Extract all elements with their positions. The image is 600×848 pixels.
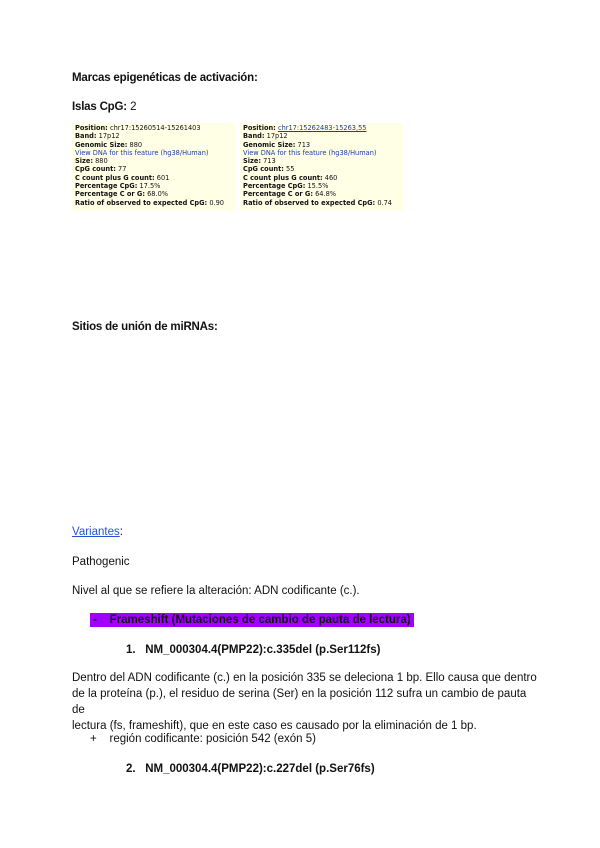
heading-islas-cpg bbox=[72, 101, 137, 113]
pct-cg-value: 64.8% bbox=[315, 190, 337, 199]
desc-line: de la proteína (p.), el residuo de serina (Ser) en la posición 112 sufra un cambio de pauta de bbox=[72, 688, 527, 716]
cg-count-value: 601 bbox=[156, 173, 170, 182]
band-value: 17p12 bbox=[98, 132, 120, 141]
ratio-label: Ratio of observed to expected CpG: bbox=[243, 198, 376, 207]
cpg-count-value: 55 bbox=[286, 165, 295, 174]
cpg-island-card-1 bbox=[72, 123, 235, 211]
cpg-count-label: CpG count: bbox=[75, 165, 116, 174]
heading-marcas-epigeneticas: Marcas epigenéticas de activación: bbox=[72, 72, 258, 84]
view-dna-link[interactable]: View DNA for this feature (hg38/Human) bbox=[243, 148, 377, 157]
heading-sitios-mirnas: Sitios de unión de miRNAs: bbox=[72, 321, 218, 333]
variant-item-1 bbox=[126, 644, 380, 656]
cg-count-label: C count plus G count: bbox=[75, 173, 155, 182]
cg-count-value: 460 bbox=[324, 173, 338, 182]
item-number: 1. bbox=[126, 644, 136, 656]
pct-cg-value: 68.0% bbox=[147, 190, 169, 199]
nivel-text: Nivel al que se refiere la alteración: ADN codificante (c.). bbox=[72, 585, 360, 597]
frameshift-bullet bbox=[90, 614, 414, 626]
cg-count-label: C count plus G count: bbox=[243, 173, 323, 182]
islas-cpg-label: Islas CpG: bbox=[72, 101, 127, 113]
genomic-size-label: Genomic Size: bbox=[243, 140, 296, 149]
position-value: chr17:15260514-15261403 bbox=[109, 124, 201, 132]
sub-bullet-item bbox=[90, 733, 316, 745]
variant-id: NM_000304.4(PMP22):c.335del (p.Ser112fs) bbox=[145, 644, 381, 656]
islas-cpg-count: 2 bbox=[130, 101, 137, 113]
variant-description bbox=[72, 670, 542, 734]
size-value: 713 bbox=[263, 157, 276, 166]
desc-line: lectura (fs, frameshift), que en este caso es causado por la eliminación de 1 bp. bbox=[72, 720, 477, 732]
frameshift-label: Frameshift (Mutaciones de cambio de pauta de lectura) bbox=[109, 614, 411, 626]
item-number: 2. bbox=[126, 763, 136, 775]
genomic-size-value: 713 bbox=[297, 140, 311, 149]
pct-cg-label: Percentage C or G: bbox=[243, 190, 313, 199]
view-dna-link[interactable]: View DNA for this feature (hg38/Human) bbox=[75, 148, 209, 157]
pathogenic-text: Pathogenic bbox=[72, 556, 130, 568]
variant-id: NM_000304.4(PMP22):c.227del (p.Ser76fs) bbox=[145, 763, 375, 775]
variantes-link[interactable]: Variantes bbox=[72, 526, 120, 538]
sub-bullet-text: región codificante: posición 542 (exón 5) bbox=[109, 733, 316, 745]
frameshift-highlight bbox=[90, 613, 414, 627]
cpg-count-value: 77 bbox=[118, 165, 127, 174]
pct-cpg-value: 17.5% bbox=[139, 182, 161, 191]
size-label: Size: bbox=[243, 157, 261, 166]
variantes-line bbox=[72, 526, 123, 538]
pct-cpg-label: Percentage CpG: bbox=[243, 182, 306, 191]
ratio-label: Ratio of observed to expected CpG: bbox=[75, 198, 208, 207]
size-label: Size: bbox=[75, 157, 93, 166]
ratio-value: 0.74 bbox=[377, 198, 392, 207]
position-value-link[interactable]: chr17:15262483-15263,55 bbox=[277, 124, 367, 132]
cpg-count-label: CpG count: bbox=[243, 165, 284, 174]
plus-marker: + bbox=[90, 733, 97, 745]
variant-item-2 bbox=[126, 763, 375, 775]
band-label: Band: bbox=[75, 132, 97, 141]
genomic-size-value: 880 bbox=[129, 140, 143, 149]
position-label: Position: bbox=[75, 124, 108, 132]
band-label: Band: bbox=[243, 132, 265, 141]
position-label: Position: bbox=[243, 124, 276, 132]
bullet-marker: - bbox=[93, 614, 97, 626]
variantes-colon: : bbox=[119, 526, 123, 538]
pct-cg-label: Percentage C or G: bbox=[75, 190, 145, 199]
pct-cpg-value: 15.5% bbox=[307, 182, 329, 191]
size-value: 880 bbox=[95, 157, 108, 166]
cpg-island-card-2 bbox=[240, 123, 403, 211]
ratio-value: 0.90 bbox=[209, 198, 224, 207]
pct-cpg-label: Percentage CpG: bbox=[75, 182, 138, 191]
band-value: 17p12 bbox=[266, 132, 288, 141]
desc-line: Dentro del ADN codificante (c.) en la posición 335 se deleciona 1 bp. Ello causa que dentro bbox=[72, 672, 537, 684]
genomic-size-label: Genomic Size: bbox=[75, 140, 128, 149]
